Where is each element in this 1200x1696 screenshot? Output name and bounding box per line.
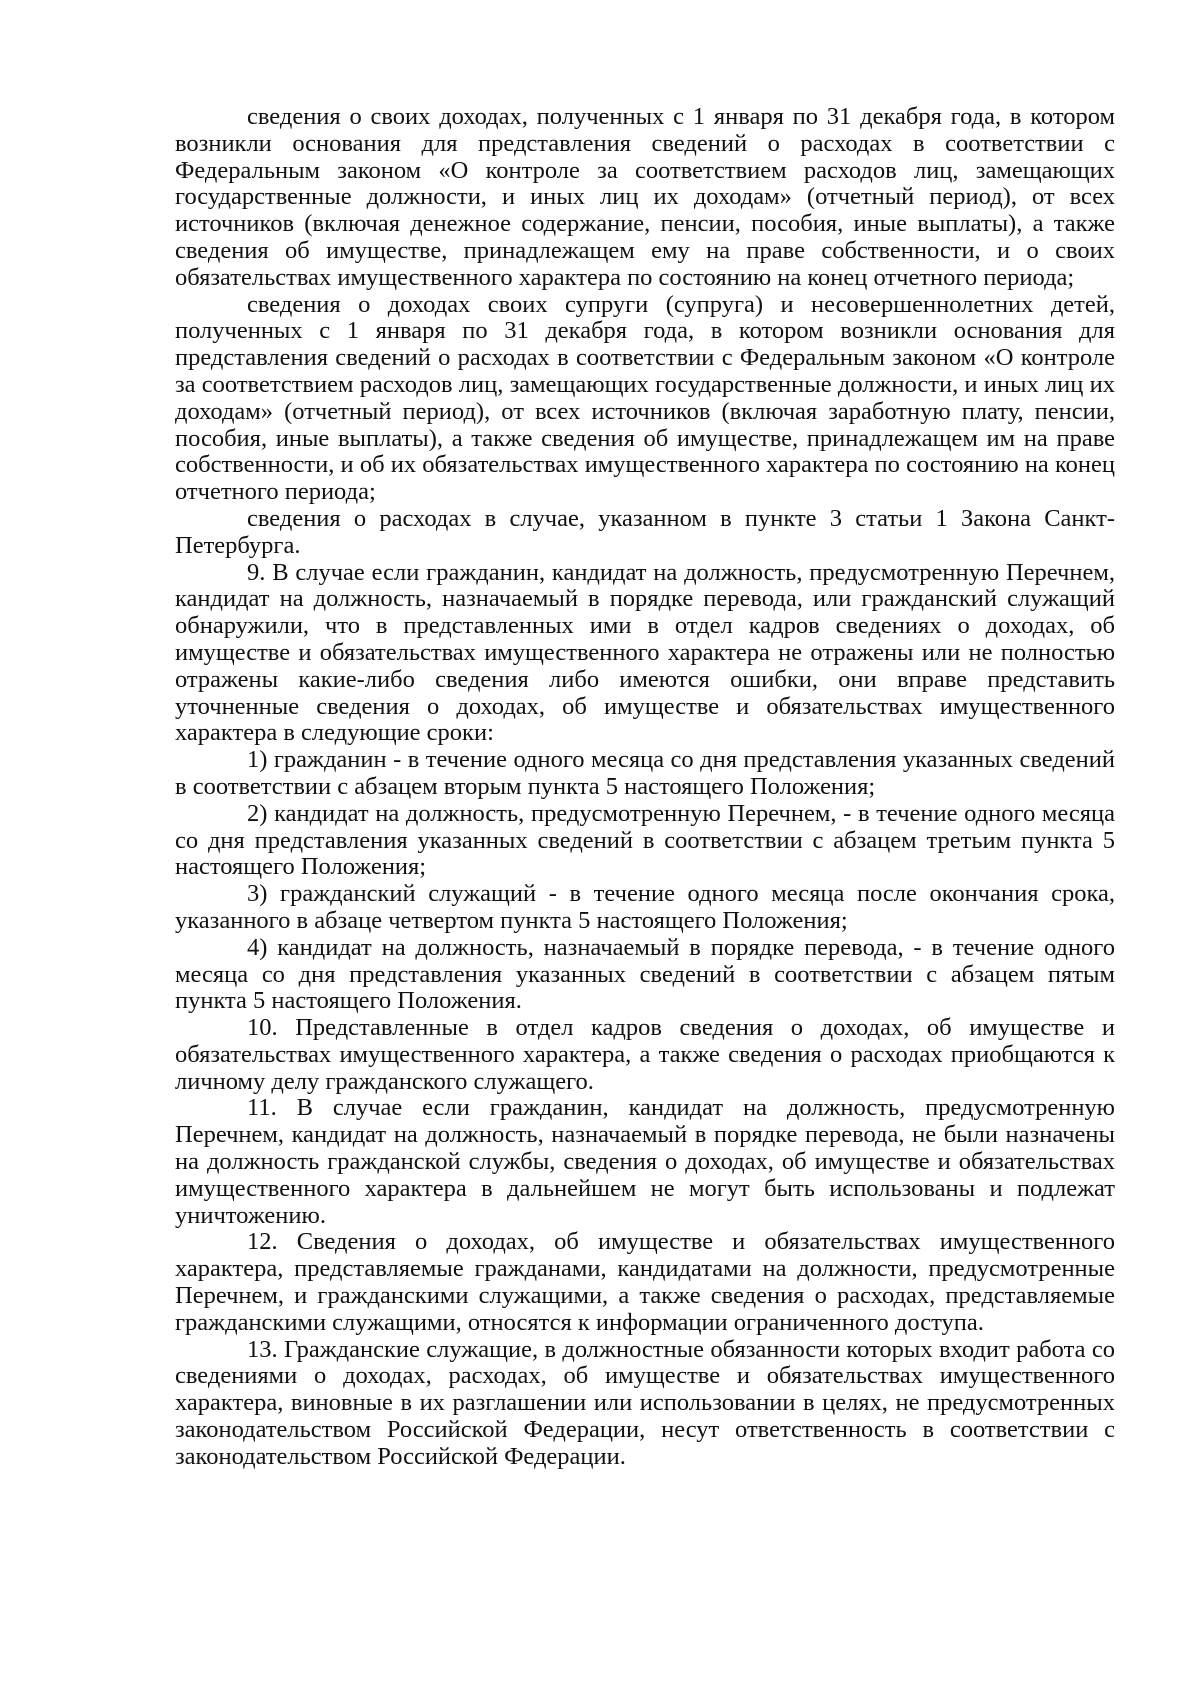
paragraph-item-11: 11. В случае если гражданин, кандидат на должность, предусмотренную Перечнем, кандидат на должность, назначаемый в порядке перевода, не были назначены на должность гражданской службы, сведения о доходах, об имуществе и обязательствах имущественного характера в дальнейшем не могут быть использованы и подлежат уничтожению. [175, 1094, 1115, 1229]
paragraph-own-income: сведения о своих доходах, полученных с 1 января по 31 декабря года, в котором возникли основания для представления сведений о расходах в соответствии с Федеральным законом «О контроле за соответствием расходов лиц, замещающих государственные должности, и иных лиц их доходам» (отчетный период), от всех источников (включая денежное содержание, пенсии, пособия, иные выплаты), а также сведения об имуществе, принадлежащем ему на праве собственности, и о своих обязательствах имущественного характера по состоянию на конец отчетного периода; [175, 103, 1115, 291]
paragraph-item-9-4: 4) кандидат на должность, назначаемый в порядке перевода, - в течение одного месяца со дня представления указанных сведений в соответствии с абзацем пятым пункта 5 настоящего Положения. [175, 933, 1115, 1015]
paragraph-expenses: сведения о расходах в случае, указанном в пункте 3 статьи 1 Закона Санкт-Петербурга. [175, 504, 1115, 559]
paragraph-item-9: 9. В случае если гражданин, кандидат на должность, предусмотренную Перечнем, кандидат на должность, назначаемый в порядке перевода, или гражданский служащий обнаружили, что в представленных ими в отдел кадров сведениях о доходах, об имуществе и обязательствах имущественного характера не отражены или не полностью отражены какие-либо сведения либо имеются ошибки, они вправе представить уточненные сведения о доходах, об имуществе и обязательствах имущественного характера в следующие сроки: [175, 558, 1115, 747]
paragraph-item-9-1: 1) гражданин - в течение одного месяца со дня представления указанных сведений в соответствии с абзацем вторым пункта 5 настоящего Положения; [175, 746, 1115, 800]
document-page [175, 104, 1115, 1471]
paragraph-item-9-3: 3) гражданский служащий - в течение одного месяца после окончания срока, указанного в абзаце четвертом пункта 5 настоящего Положения; [175, 880, 1115, 934]
paragraph-item-10: 10. Представленные в отдел кадров сведения о доходах, об имуществе и обязательствах имущественного характера, а также сведения о расходах приобщаются к личному делу гражданского служащего. [175, 1014, 1115, 1095]
paragraph-spouse-income: сведения о доходах своих супруги (супруга) и несовершеннолетних детей, полученных с 1 января по 31 декабря года, в котором возникли основания для представления сведений о расходах в соответствии с Федеральным законом «О контроле за соответствием расходов лиц, замещающих государственные должности, и иных лиц их доходам» (отчетный период), от всех источников (включая заработную плату, пенсии, пособия, иные выплаты), а также сведения об имуществе, принадлежащем им на праве собственности, и об их обязательствах имущественного характера по состоянию на конец отчетного периода; [175, 290, 1115, 506]
paragraph-item-12: 12. Сведения о доходах, об имуществе и обязательствах имущественного характера, представляемые гражданами, кандидатами на должности, предусмотренные Перечнем, и гражданскими служащими, а также сведения о расходах, представляемые гражданскими служащими, относятся к информации ограниченного доступа. [175, 1228, 1115, 1336]
paragraph-item-9-2: 2) кандидат на должность, предусмотренную Перечнем, - в течение одного месяца со дня представления указанных сведений в соответствии с абзацем третьим пункта 5 настоящего Положения; [175, 799, 1115, 881]
paragraph-item-13: 13. Гражданские служащие, в должностные обязанности которых входит работа со сведениями о доходах, расходах, об имуществе и обязательствах имущественного характера, виновные в их разглашении или использовании в целях, не предусмотренных законодательством Российской Федерации, несут ответственность в соответствии с законодательством Российской Федерации. [175, 1335, 1115, 1470]
